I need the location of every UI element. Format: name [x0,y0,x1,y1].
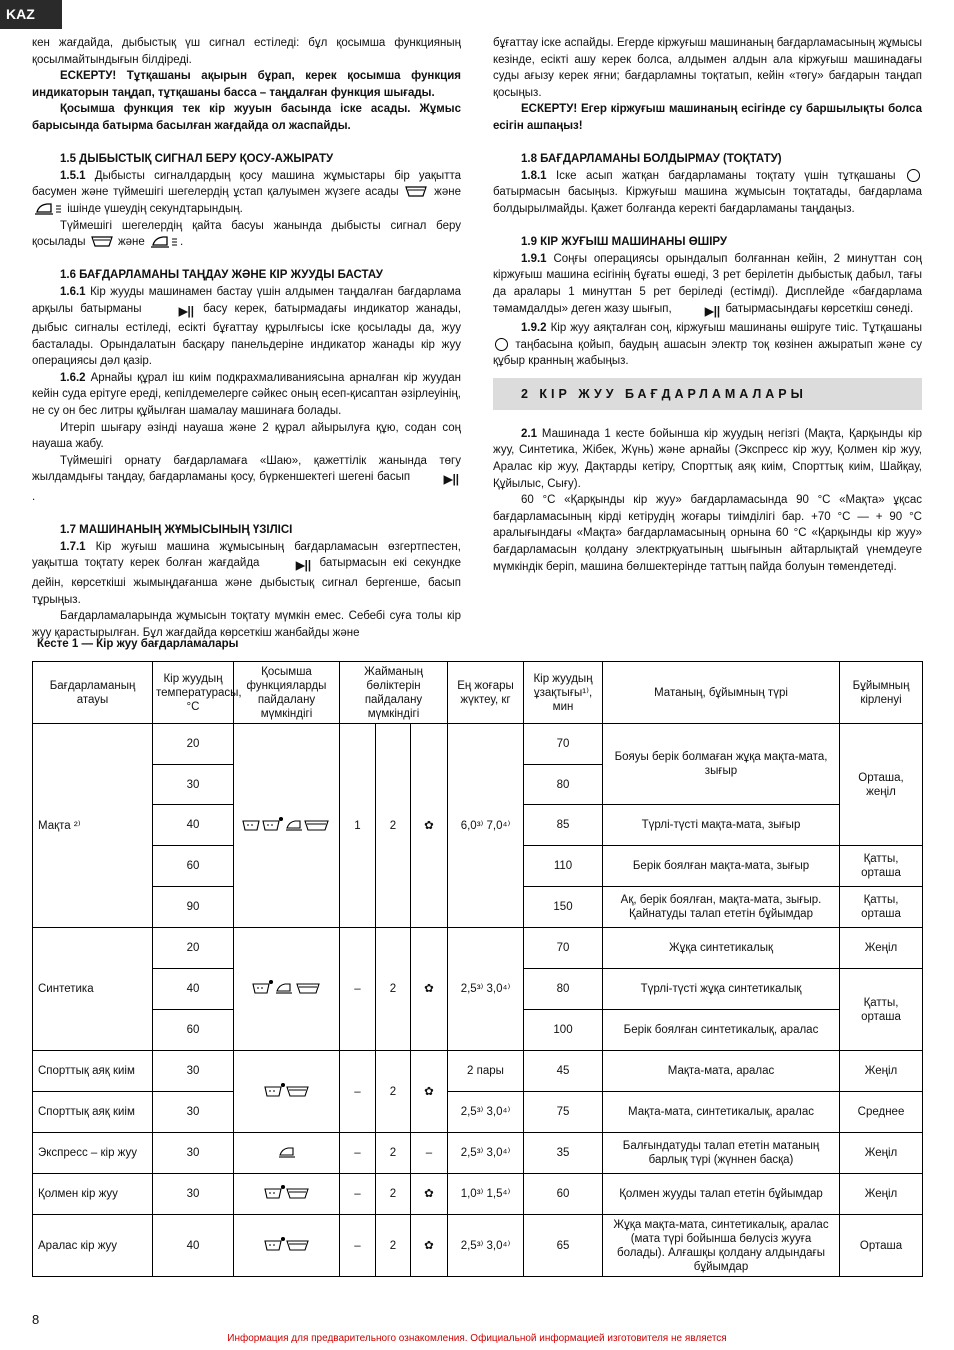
program-name: Синтетика [33,928,153,1051]
functions-icons [242,816,332,832]
flower-icon: ✿ [411,928,448,1051]
temp-cell: 20 [153,928,234,969]
soil-cell: Жеңіл [840,1174,923,1215]
fabric-cell: Қолмен жууды талап ететін бұйымдар [603,1174,840,1215]
functions-icons [264,1082,310,1098]
header-cell: Бағдарламаның атауы [33,662,153,724]
warning-paragraph: ЕСКЕРТУ! Тұтқашаны ақырын бұрап, керек қосымша функция индикаторын таңдап, тұтқашаны басса – таңдалған функция шығады. [32,70,461,99]
duration-cell: 150 [524,887,603,928]
functions-cell [234,724,340,928]
fabric-cell: Түрлі-түсті жұқа синтетикалық [603,969,840,1010]
table-row [33,1215,923,1277]
duration-cell: 60 [524,1174,603,1215]
duration-cell: 80 [524,765,603,805]
fabric-cell: Мақта-мата, синтетикалық, аралас [603,1092,840,1133]
table-row [33,1051,923,1092]
functions-icons [252,979,322,995]
temp-cell: 30 [153,1051,234,1092]
temp-cell: 30 [153,1092,234,1133]
load-cell: 2,5³⁾ 3,0⁴⁾ [448,1215,524,1277]
heading-1-5: 1.5 ДЫБЫСТЫҚ СИГНАЛ БЕРУ ҚОСУ-АЖЫРАТУ [60,153,334,166]
table-row [33,724,923,765]
compartment-1: – [340,1215,376,1277]
page-number: 8 [32,1312,40,1327]
programs-table [32,661,923,1277]
duration-cell: 35 [524,1133,603,1174]
warning-paragraph: ЕСКЕРТУ! Егер кіржуғыш машинаның есігінде су баршылықты болса есігін ашпаңыз! [493,103,922,132]
soil-cell: Жеңіл [840,928,923,969]
load-cell: 2,5³⁾ 3,0⁴⁾ [448,1092,524,1133]
temp-cell: 60 [153,1010,234,1051]
paragraph: Түймешігі орнату бағдарламаға «Шаю», қажеттілік жанында төгу жылдамдығы таңдау, бағдарламаны қосу, бүркеншектегі шегені басып ▶||. [32,454,461,504]
flower-icon: ✿ [411,1215,448,1277]
paragraph-1-9-1: 1.9.1 Соңғы операциясы орындалып болғаннан кейін, 2 минуттан соң кіржуғыш машина есігінің бұғаты өшеді, 3 рет берілетін дыбыстық дабыл, тағы да аралары 1 минуттан 5 рет беріледі (естімді). Дисплейде «бағдарлама тәмамдалды» деген жазу шығып, ▶|| батырмасындағы көрсеткіш сөнеді. [493,251,922,320]
functions-icons [264,1184,310,1200]
left-column [32,35,461,641]
duration-cell: 80 [524,969,603,1010]
paragraph: бұғаттау іске аспайды. Егерде кіржуғыш машинаның бағдарламасының жұмысы кезінде, есікті ашу керек болса, алдымен алдын ала кіржуғыш машинадағы суды ағызу керек яғни; бағдарламны тоқтатып, кейін «төгу» бағдарын таңдап қосыңыз. [493,37,922,99]
header-cell: Матаның, бұйымның түрі [603,662,840,724]
fabric-cell: Жұқа синтетикалық [603,928,840,969]
heading-1-6: 1.6 БАҒДАРЛАМАНЫ ТАҢДАУ ЖӘНЕ КІР ЖУУДЫ БАСТАУ [60,269,383,282]
table-row [33,1133,923,1174]
header-cell: Ең жоғары жүктеу, кг [448,662,524,724]
paragraph-1-9-2: 1.9.2 Кір жуу аяқталған соң, кіржуғыш машинаны өшіруге тиіс. Тұтқашаны таңбасына қойып, баудың ашасын электр тоқ көзінен ажыратып және су құбыр кранның жабыңыз. [493,322,922,368]
table-caption: Кесте 1 — Кір жуу бағдарламалары [37,638,239,650]
language-tag: KAZ [0,0,62,29]
soil-cell: Қатты, орташа [840,887,923,928]
soil-cell: Жеңіл [840,1051,923,1092]
play-pause-icon: ▶|| [178,305,194,318]
paragraph: Итеріп шығару әзінді науаша және 2 құрал айырылуға құю, содан соң науаша жабу. [32,421,461,451]
functions-cell [234,1215,340,1277]
compartment-2: 2 [376,1051,411,1133]
header-cell: Кір жуудың ұзақтығы¹⁾, мин [524,662,603,724]
header-cell: Бұйымның кірленуі [840,662,923,724]
fabric-cell: Ақ, берік боялған, мақта-мата, зығыр. Қайнатуды талап ететін бұйымдар [603,887,840,928]
compartment-1: – [340,1174,376,1215]
basin-icon [405,184,427,198]
program-name: Спорттық аяқ киім [33,1051,153,1092]
load-cell: 6,0³⁾ 7,0⁴⁾ [448,724,524,928]
temp-cell: 20 [153,724,234,765]
play-pause-icon: ▶|| [443,474,459,487]
table-row [33,1092,923,1133]
temp-cell: 30 [153,1174,234,1215]
paragraph-1-5-1: 1.5.1 Дыбысты сигналдардың қосу машина жұмыстары бір уақытта басумен және түймешігі шегелердің ұстап қалуымен жүзеге асады және ішінде үшеудің секундтарындың. [32,169,461,215]
fabric-cell: Мақта-мата, аралас [603,1051,840,1092]
duration-cell: 65 [524,1215,603,1277]
compartment-1: – [340,1133,376,1174]
program-name: Қолмен кір жуу [33,1174,153,1215]
note-paragraph: Қосымша функция тек кір жууын басында іске асады. Жұмыс барысында батырма басылған жағдайда ол жаспайды. [32,103,461,132]
compartment-2: 2 [376,1215,411,1277]
duration-cell: 70 [524,928,603,969]
fabric-cell: Жұқа мақта-мата, синтетикалық, аралас (мата түрі бойынша бөлусіз жууға болады). Алғашқы қолдану алдындағы бұйымдар [603,1215,840,1277]
paragraph-1-6-2: 1.6.2 Арнайы құрал іш киім подкрахмаливаниясына арналған кір жуудан кейін суда ерітуге ереді, кепілдемелерге сәйкес оның есеп-қисаптан әзірлеуінің, не су он бес литры құйылған шамалау машинаға болады. [32,371,461,418]
compartment-2: 2 [376,1174,411,1215]
compartment-1: 1 [340,724,376,928]
temp-cell: 40 [153,805,234,846]
duration-cell: 85 [524,805,603,846]
soil-cell: Қатты, орташа [840,846,923,887]
duration-cell: 100 [524,1010,603,1051]
fabric-cell: Берік боялған синтетикалық, аралас [603,1010,840,1051]
functions-cell [234,1174,340,1215]
functions-icons [264,1236,310,1252]
fabric-cell: Түрлі-түсті мақта-мата, зығыр [603,805,840,846]
soil-cell: Қатты, орташа [840,969,923,1051]
soil-cell: Орташа, жеңіл [840,724,923,846]
paragraph: 60 °С «Қарқынды кір жуу» бағдарламасында 90 °С «Мақта» ұқсас бағдарламасының кірді кетірудің жоғары тиімділігі бар. +70 °С — + 90 °С аралығындағы «Мақта» бағдарламасының орнына 60 °С «Қарқынды кір жуу» бағдарламасын қолдану электрқуатының шығынын айтарлықтай үнемдеуге мүмкіндік беріп, машина бөлшектерінде таттың пайда болуын төмендетеді. [493,494,922,573]
temp-cell: 30 [153,765,234,805]
basin-icon [91,234,113,248]
temp-cell: 40 [153,969,234,1010]
load-cell: 2 пары [448,1051,524,1092]
flower-icon: ✿ [411,1051,448,1133]
table-row [33,1174,923,1215]
functions-cell [234,928,340,1051]
functions-cell [234,1133,340,1174]
paragraph-2-1: 2.1 Машинада 1 кесте бойынша кір жуудың негізгі (Мақта, Қарқынды кір жуу, Синтетика, Жібек, Жүнь) және арнайы (Экспресс кір жуу, Қолмен кір жуу, Аралас кір жуу, Дақтарды кетіру, Спорттық аяқ киім, Спорттық киім, Шайқау, Құйылыс, Сығу). [493,427,922,490]
paragraph: кен жағдайда, дыбыстық үш сигнал естіледі: бұл қосымша функцияның қосылмайтындығын білдіреді. [32,37,461,66]
compartment-3: – [411,1133,448,1174]
table-row [33,928,923,969]
program-name: Экспресс – кір жуу [33,1133,153,1174]
circle-off-icon [495,338,508,351]
iron-sound-icon [34,201,62,215]
iron-sound-icon [150,234,178,248]
play-pause-icon: ▶|| [295,560,312,573]
temp-cell: 40 [153,1215,234,1277]
duration-cell: 75 [524,1092,603,1133]
flower-icon: ✿ [411,1174,448,1215]
table-header-row [33,662,923,724]
heading-1-9: 1.9 КІР ЖУҒЫШ МАШИНАНЫ ӨШІРУ [521,236,728,249]
header-cell: Қосымша функцияларды пайдалану мүмкіндігі [234,662,340,724]
duration-cell: 45 [524,1051,603,1092]
flower-icon: ✿ [411,724,448,928]
circle-off-icon [907,169,920,182]
temp-cell: 30 [153,1133,234,1174]
paragraph-1-7-1: 1.7.1 Кір жуғыш машина жұмысының бағдарламасын өзгертпестен, уақытша тоқтату керек болған жағдайда ▶|| батырмасын екі секундке дейін, көрсеткіші жымыңдағанша және дыбыстық сигнал бергенше, басып тұрыңыз. [32,540,461,606]
functions-cell [234,1051,340,1133]
temp-cell: 90 [153,887,234,928]
soil-cell: Орташа [840,1215,923,1277]
fabric-cell: Берік боялған мақта-мата, зығыр [603,846,840,887]
compartment-2: 2 [376,724,411,928]
heading-1-7: 1.7 МАШИНАНЫҢ ЖҰМЫСЫНЫҢ ҮЗІЛІСІ [60,524,293,537]
program-name: Аралас кір жуу [33,1215,153,1277]
iron-icon [277,1143,297,1159]
heading-1-8: 1.8 БАҒДАРЛАМАНЫ БОЛДЫРМАУ (ТОҚТАТУ) [521,153,782,166]
program-name: Мақта ²⁾ [33,724,153,928]
header-cell: Кір жуудың температурасы, °С [153,662,234,724]
soil-cell: Жеңіл [840,1133,923,1174]
compartment-1: – [340,928,376,1051]
load-cell: 2,5³⁾ 3,0⁴⁾ [448,1133,524,1174]
paragraph: Бағдарламаларында жұмысын тоқтату мүмкін емес. Себебі суға толы кір жуу қарастырылған. Бұл жағдайда көрсеткіш жанбайды және [32,610,461,639]
paragraph-1-5-2: Түймешігі шегелердің қайта басуы жанында дыбысты сигнал беру қосылады және . [32,219,461,249]
header-cell: Жайманың бөліктерін пайдалану мүмкіндігі [340,662,448,724]
fabric-cell: Бояуы берік болмаған жұқа мақта-мата, зығыр [603,724,840,805]
paragraph-1-8-1: 1.8.1 Іске асып жатқан бағдарламаны тоқтату үшін тұтқашаны батырмасын басыңыз. Кіржуғыш машина жұмысын тоқтатады, бағдарлама болдырылмайды. Қажет болғанда керекті бағдарламаны таңдаңыз. [493,169,922,215]
paragraph-1-6-1: 1.6.1 Кір жууды машинамен бастау үшін алдымен таңдалған бағдарлама арқылы батырманы ▶|| басу керек, батырмадағы индикатор жанады, дыбыс сигналы естіледі, есікті бұғаттау құрылғысы іске қосылады да, жуу басталады. Орындалатын басқару панельдеріне индикатор жанады кір жуу операциясы дәл қазір. [32,285,462,368]
section-2-heading: 2 КІР ЖУУ БАҒДАРЛАМАЛАРЫ [493,378,922,410]
program-name: Спорттық аяқ киім [33,1092,153,1133]
play-pause-icon: ▶|| [704,305,721,318]
duration-cell: 70 [524,724,603,765]
soil-cell: Среднее [840,1092,923,1133]
duration-cell: 110 [524,846,603,887]
load-cell: 2,5³⁾ 3,0⁴⁾ [448,928,524,1051]
load-cell: 1,0³⁾ 1,5⁴⁾ [448,1174,524,1215]
temp-cell: 60 [153,846,234,887]
fabric-cell: Балғындатуды талап ететін матаның барлық түрі (жүннен басқа) [603,1133,840,1174]
right-column [493,35,922,575]
compartment-1: – [340,1051,376,1133]
compartment-2: 2 [376,1133,411,1174]
compartment-2: 2 [376,928,411,1051]
footer-disclaimer: Информация для предварительного ознакомления. Официальной информацией изготовителя не является [227,1333,727,1344]
